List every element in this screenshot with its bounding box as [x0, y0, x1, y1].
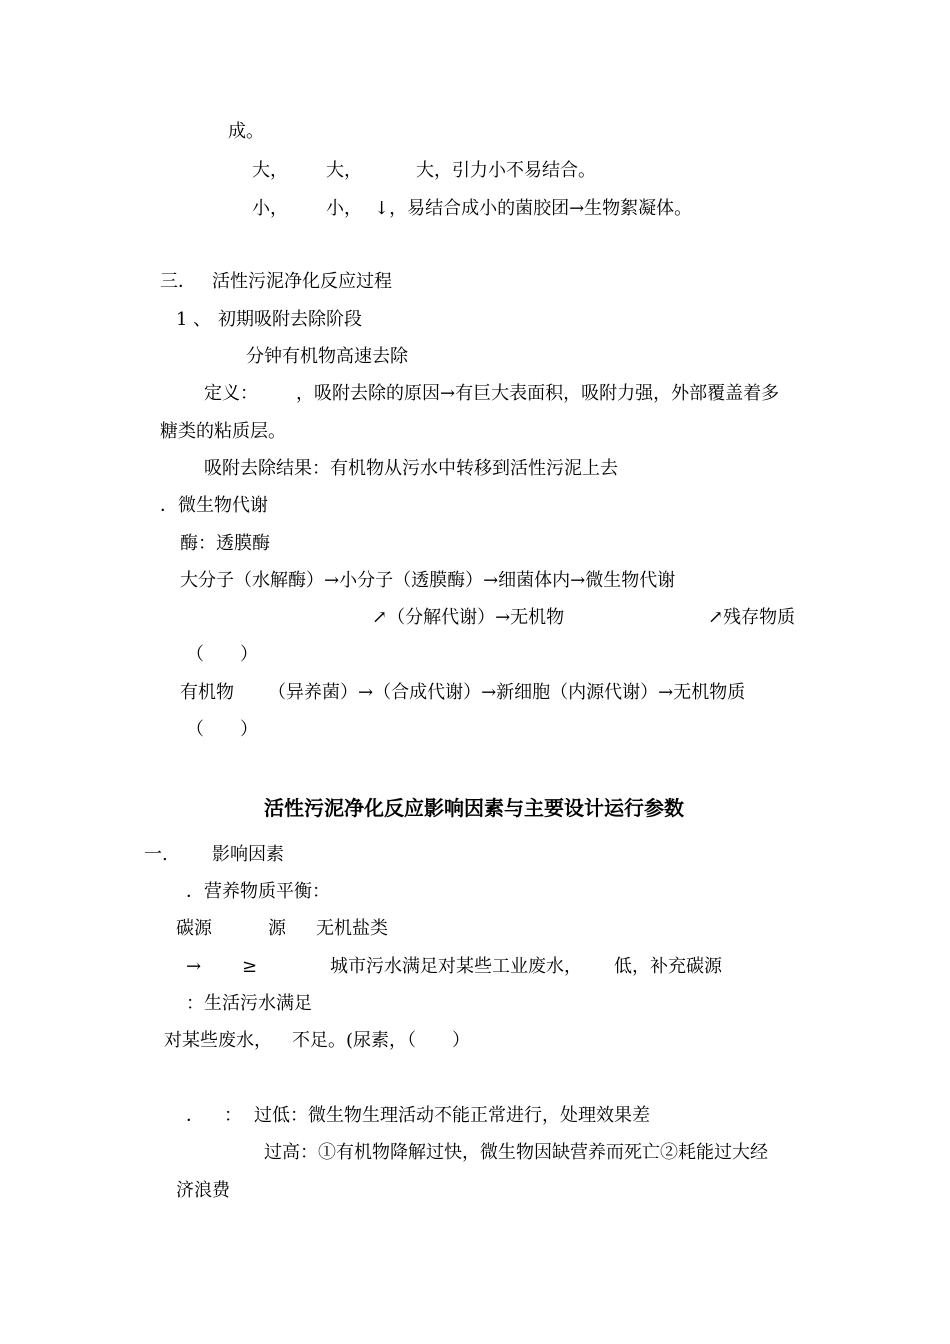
text-line: （异养菌）→（合成代谢）→新细胞（内源代谢）→无机物质	[268, 682, 746, 703]
subsection-number: 1 、	[176, 309, 212, 330]
text-line: ↓，易结合成小的菌胶团→生物絮凝体。	[374, 198, 693, 219]
text-line: ．	[186, 1105, 204, 1126]
text-line: 吸附去除结果：有机物从污水中转移到活性污泥上去	[204, 458, 618, 479]
text-line: ↗残存物质	[708, 607, 796, 628]
text-line: 济浪费	[176, 1180, 230, 1201]
section-number: 三．	[160, 271, 196, 292]
text-line: ．微生物代谢	[160, 495, 268, 516]
text-line: 源	[268, 918, 286, 939]
text-line: 大分子（水解酶）→小分子（透膜酶）→细菌体内→微生物代谢	[180, 570, 676, 591]
text-line: ↗（分解代谢）→无机物	[372, 607, 565, 628]
subsection-heading: 初期吸附去除阶段	[218, 309, 362, 330]
page-title: 活性污泥净化反应影响因素与主要设计运行参数	[264, 796, 684, 820]
text-line: 有机物	[180, 682, 234, 703]
text-line: 大，	[326, 160, 362, 181]
text-line: 小，	[252, 198, 288, 219]
section-heading: 活性污泥净化反应过程	[212, 271, 392, 292]
text-line: 大，	[252, 160, 288, 181]
text-line: 无机盐类	[316, 918, 388, 939]
text-line: （ ）	[186, 644, 258, 665]
text-line: 分钟有机物高速去除	[246, 346, 408, 367]
text-line: 城市污水满足对某些工业废水，	[330, 956, 582, 977]
text-line: ：生活污水满足	[186, 993, 312, 1014]
text-line: 大，引力小不易结合。	[416, 160, 596, 181]
text-line: ．营养物质平衡：	[186, 881, 330, 902]
text-line: 过低：微生物生理活动不能正常进行，处理效果差	[254, 1105, 650, 1126]
text-line: 成。	[228, 121, 264, 142]
text-line: ：	[224, 1105, 242, 1126]
text-line: ，吸附去除的原因→有巨大表面积，吸附力强，外部覆盖着多	[296, 383, 780, 404]
text-line: 对某些废水，	[164, 1030, 272, 1051]
text-line: 不足。(尿素，（ ）	[292, 1030, 471, 1051]
text-line: 低，补充碳源	[614, 956, 722, 977]
text-line: ≥	[242, 956, 258, 977]
text-line: →	[186, 956, 202, 977]
text-line: 定义：	[204, 383, 258, 404]
text-line: 过高：①有机物降解过快，微生物因缺营养而死亡②耗能过大经	[264, 1142, 768, 1163]
section-heading: 影响因素	[212, 844, 284, 865]
text-line: 小，	[326, 198, 362, 219]
text-line: 糖类的粘质层。	[160, 421, 286, 442]
text-line: 碳源	[176, 918, 212, 939]
text-line: 酶：透膜酶	[180, 533, 270, 554]
section-number: 一.	[144, 844, 168, 865]
text-line: （ ）	[186, 719, 258, 740]
